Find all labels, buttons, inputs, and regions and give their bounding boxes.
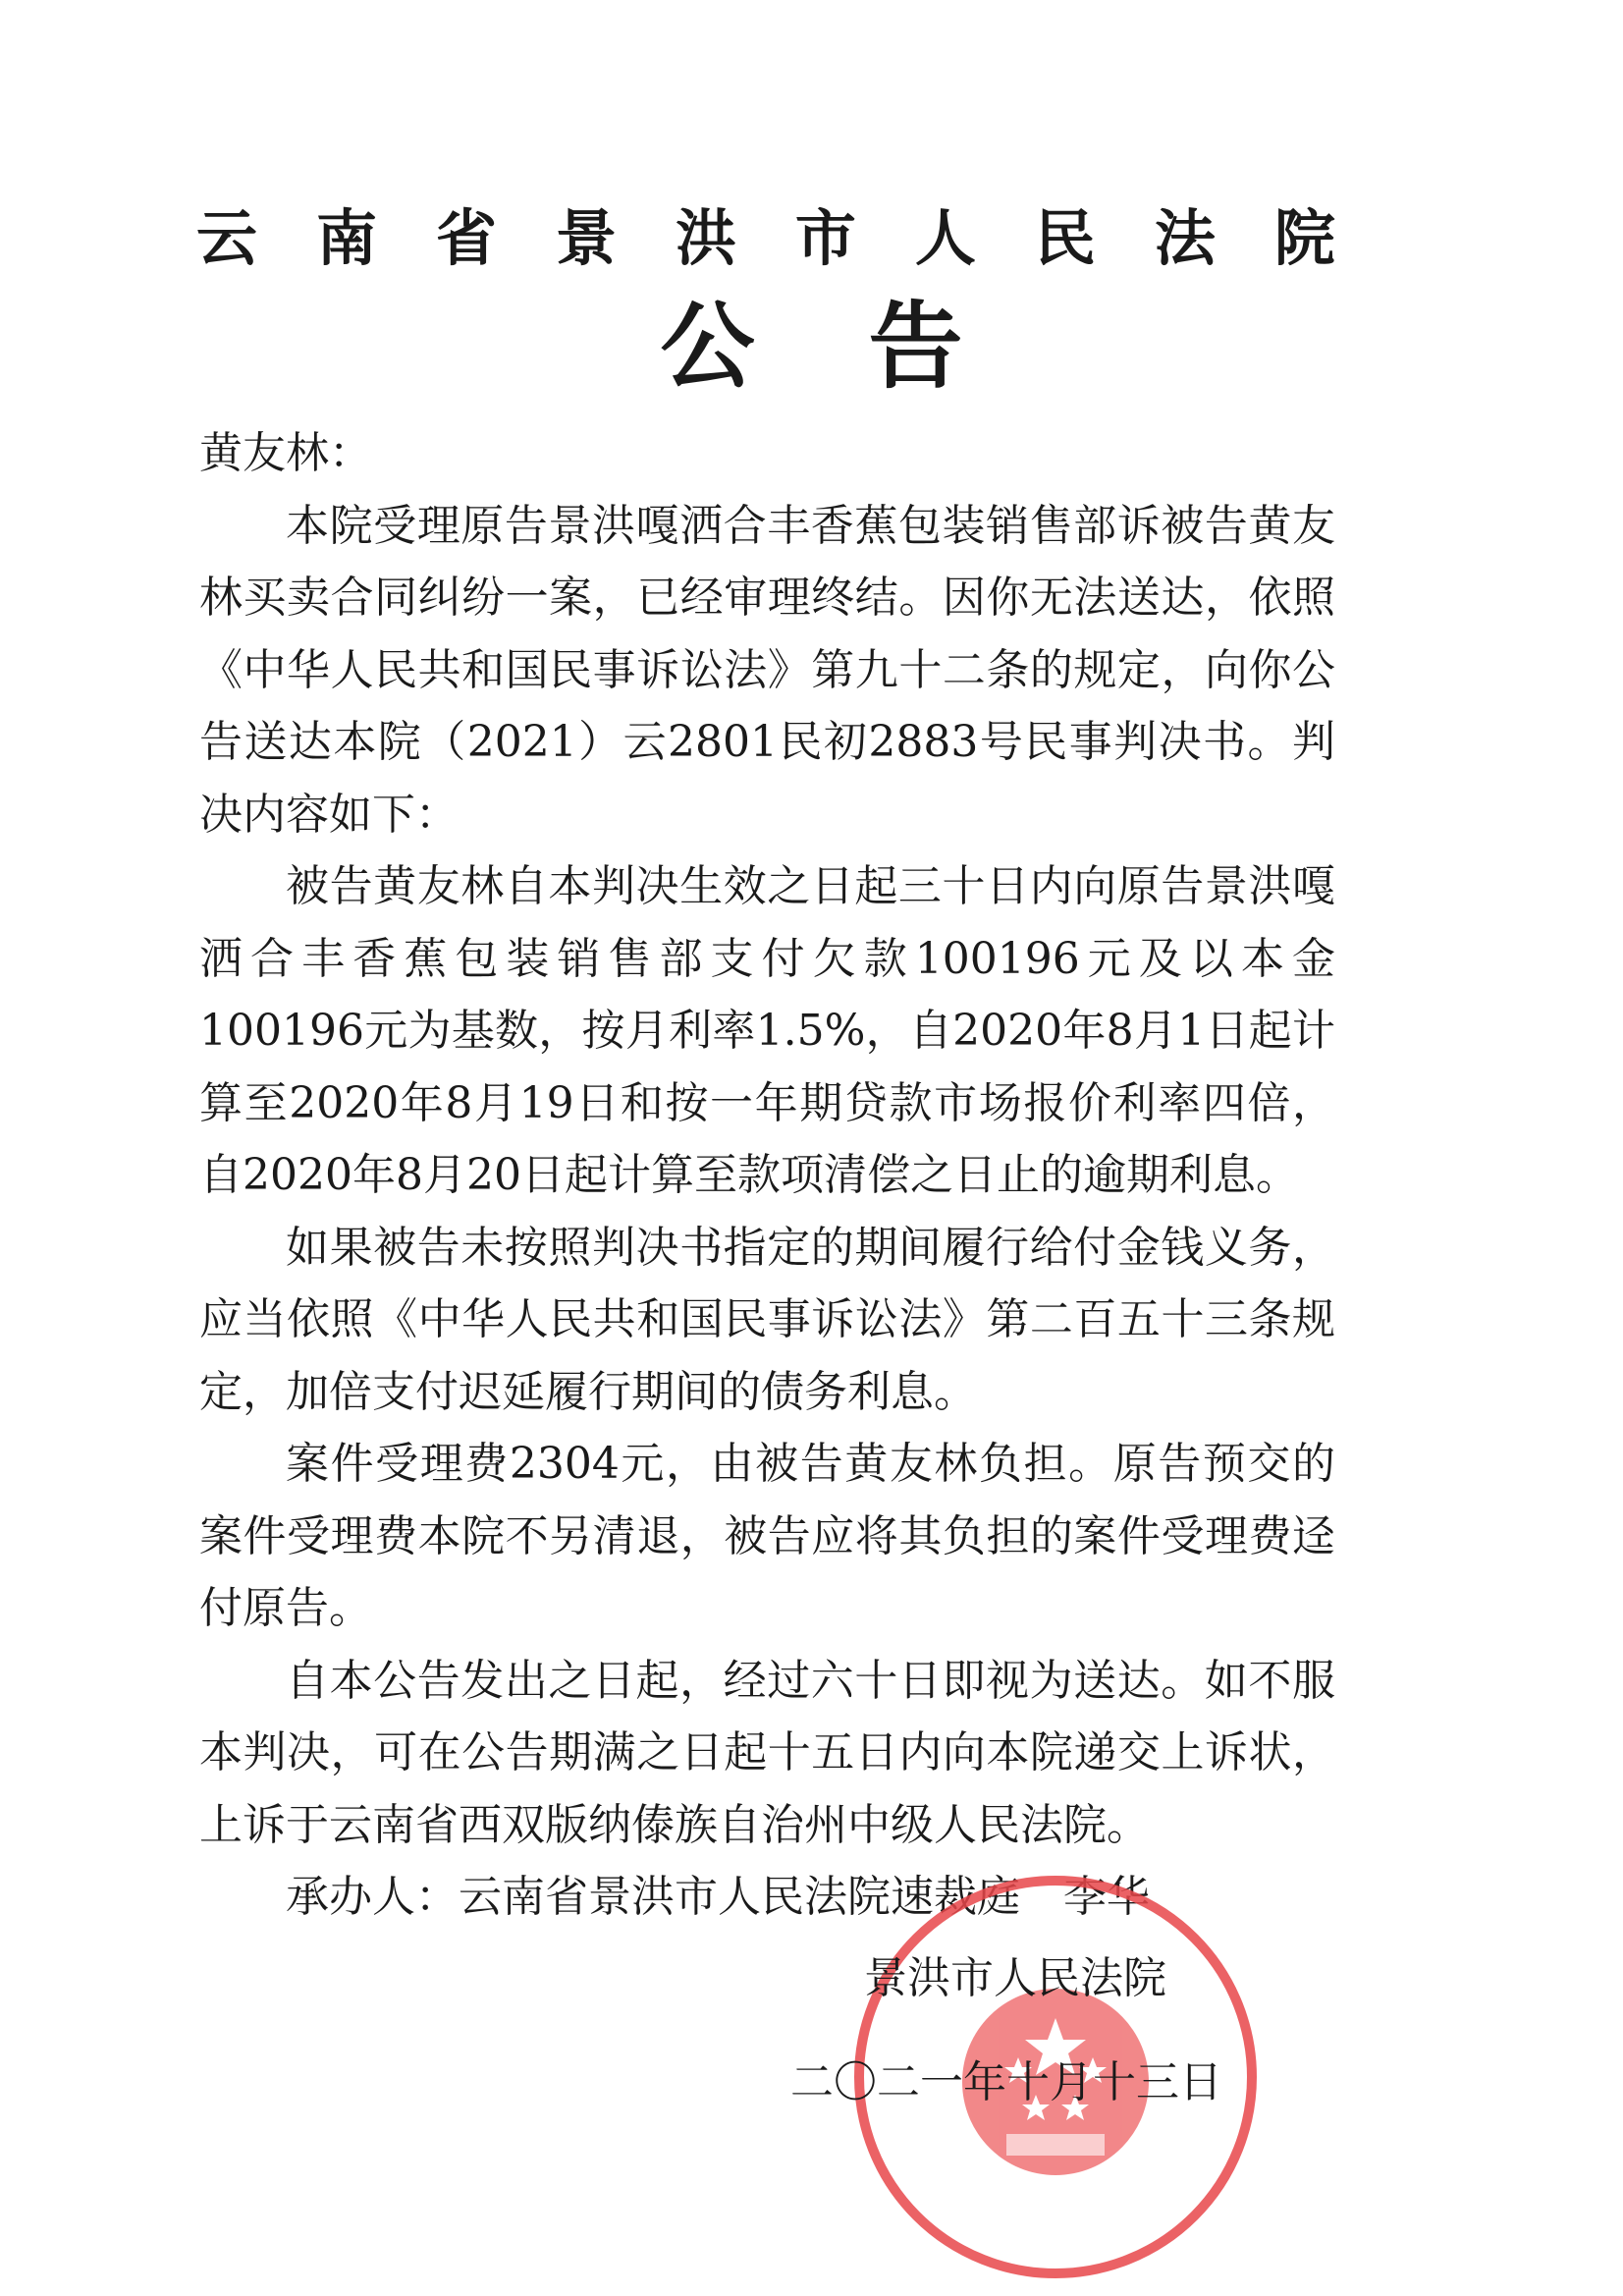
paragraph-appeal: 自本公告发出之日起，经过六十日即视为送达。如不服本判决，可在公告期满之日起十五日内向本院递交上诉状，上诉于云南省西双版纳傣族自治州中级人民法院。 (199, 1655, 1335, 1850)
court-name-char: 法 (1154, 202, 1216, 274)
signing-court: 景洪市人民法院 (864, 1953, 1166, 2003)
notice-title (0, 292, 1623, 402)
court-name-char: 景 (555, 202, 617, 274)
notice-title-char: 告 (868, 292, 963, 402)
paragraph-judgment: 被告黄友林自本判决生效之日起三十日内向原告景洪嘎洒合丰香蕉包装销售部支付欠款100196元及以本金100196元为基数，按月利率1.5%，自2020年8月1日起计算至2020年8月19日和按一年期贷款市场报价利率四倍，自2020年8月20日起计算至款项清偿之日止的逾期利息。 (199, 861, 1335, 1200)
paragraph-court-fee: 案件受理费2304元，由被告黄友林负担。原告预交的案件受理费本院不另清退，被告应将其负担的案件受理费迳付原告。 (199, 1439, 1335, 1633)
handler-line: 承办人：云南省景洪市人民法院速裁庭 李华 (286, 1872, 1150, 1922)
court-name-char: 市 (794, 202, 856, 274)
paragraph-service: 本院受理原告景洪嘎洒合丰香蕉包装销售部诉被告黄友林买卖合同纠纷一案，已经审理终结。因你无法送达，依照《中华人民共和国民事诉讼法》第九十二条的规定，向你公告送达本院（2021）云2801民初2883号民事判决书。判决内容如下： (199, 500, 1335, 840)
court-name-char: 人 (914, 202, 976, 274)
court-name-char: 云 (196, 202, 258, 274)
court-name-char: 南 (315, 202, 377, 274)
court-name-char: 民 (1034, 202, 1096, 274)
court-name-char: 省 (435, 202, 497, 274)
notice-title-char: 公 (660, 292, 755, 402)
addressee: 黄友林： (199, 428, 372, 478)
court-name-char: 洪 (675, 202, 736, 274)
paragraph-default-interest: 如果被告未按照判决书指定的期间履行给付金钱义务，应当依照《中华人民共和国民事诉讼法》第二百五十三条规定，加倍支付迟延履行期间的债务利息。 (199, 1222, 1335, 1417)
court-name-title (196, 202, 1335, 274)
notice-body (199, 417, 1335, 1934)
court-name-char: 院 (1273, 202, 1335, 274)
signing-date: 二〇二一年十月十三日 (790, 2057, 1222, 2107)
signature-block (0, 1953, 1623, 2107)
